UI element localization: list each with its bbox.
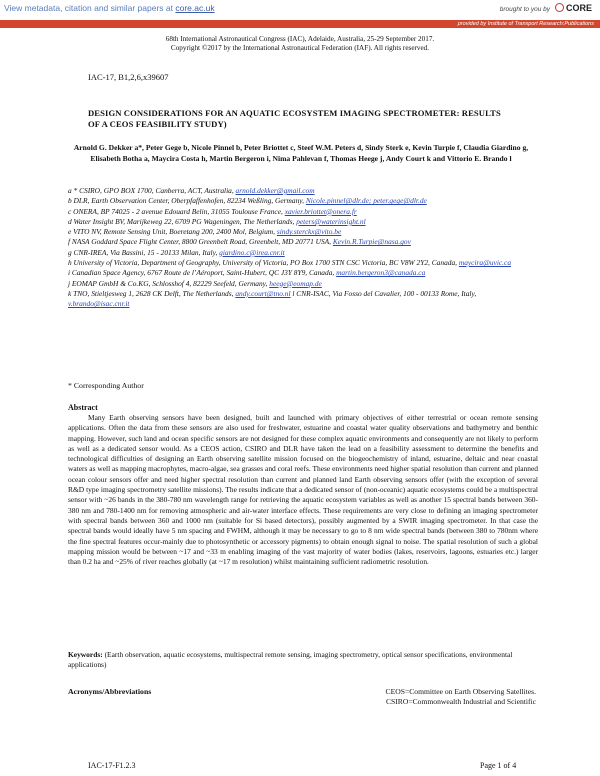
email-link[interactable]: Kevin.R.Turpie@nasa.gov xyxy=(332,237,411,247)
core-banner xyxy=(0,0,600,20)
affiliation: e VITO NV, Remote Sensing Unit, Boeretang 200, 2400 Mol, Belgium, sindy.sterckx@vito.be xyxy=(68,227,342,237)
affiliation: a * CSIRO, GPO BOX 1700, Canberra, ACT, Australia, arnold.dekker@gmail.com xyxy=(68,186,315,195)
paper-title: DESIGN CONSIDERATIONS FOR AN AQUATIC ECOSYSTEM IMAGING SPECTROMETER: RESULTS OF A CEOS FEASIBILITY STUDY) xyxy=(88,108,501,129)
brought-by-label: brought to you by xyxy=(499,6,550,13)
affiliation: c ONERA, BP 74025 - 2 avenue Edouard Belin, 31055 Toulouse France, xavier.briottet@onera.fr xyxy=(68,206,357,216)
acronyms-heading: Acronyms/Abbreviations xyxy=(68,687,152,696)
acronym-entry: CEOS=Committee on Earth Observing Satellites. xyxy=(385,687,536,696)
email-link[interactable]: maycira@uvic.ca xyxy=(458,258,512,268)
affiliations xyxy=(68,186,538,310)
page-number: Page 1 of 4 xyxy=(480,761,517,770)
acronym-entry: CSIRO=Commonwealth Industrial and Scientific xyxy=(385,697,536,707)
keywords-label: Keywords: xyxy=(68,650,103,659)
email-link[interactable]: martin.bergeron3@canada.ca xyxy=(336,268,426,278)
email-link[interactable]: Nicole.pinnel@dlr.de; peter.gege@dlr.de xyxy=(305,196,427,206)
core-icon xyxy=(555,3,564,12)
email-link[interactable]: giardino.c@irea.cnr.it xyxy=(219,247,285,257)
footer-paper-id: IAC-17-F1.2.3 xyxy=(88,761,136,770)
affiliation: k TNO, Stieltjesweg 1, 2628 CK Delft, The Netherlands, andy.court@tno.nl l CNR-ISAC, Via Fosso del Cavalier, 100 - 00133 Rome, Italy, v.brando@isac.cnr.it xyxy=(68,288,477,309)
affiliation: h University of Victoria, Department of Geography, University of Victoria, PO Box 1700 STN CSC Victoria, BC V8W 2Y2, Canada, maycira@uvic.ca xyxy=(68,258,512,268)
conference-line-2: Copyright ©2017 by the International Astronautical Federation (IAF). All rights reserved. xyxy=(170,44,430,52)
affiliation: f NASA Goddard Space Flight Center, 8800 Greenbelt Road, Greenbelt, MD 20771 USA, Kevin.R.Turpie@nasa.gov xyxy=(68,237,411,247)
view-metadata-link[interactable]: View metadata, citation and similar papers at core.ac.uk xyxy=(4,3,215,13)
email-link[interactable]: andy.court@tno.nl xyxy=(235,288,291,298)
provider-bar xyxy=(0,20,600,28)
affiliation: g CNR-IREA, Via Bassini, 15 - 20133 Milan, Italy, giardino.c@irea.cnr.it xyxy=(68,247,285,257)
keywords xyxy=(68,650,538,671)
keywords-text: (Earth observation, aquatic ecosystems, multispectral remote sensing, imaging spectrometry, optical sensor specifications, environmental applications) xyxy=(68,650,513,670)
affiliation: b DLR, Earth Observation Center, Oberpfaffenhofen, 82234 Weßling, Germany, Nicole.pinnel@dlr.de; peter.gege@dlr.de xyxy=(68,196,427,206)
email-link[interactable]: heege@eomap.de xyxy=(269,278,322,288)
affiliation: i Canadian Space Agency, 6767 Route de l’Aéroport, Saint-Hubert, QC J3Y 8Y9, Canada, martin.bergeron3@canada.ca xyxy=(68,268,426,278)
paper-id: IAC-17, B1,2,6,x39607 xyxy=(88,72,169,82)
provider-label[interactable]: provided by Institute of Transport Research:Publications xyxy=(457,21,594,27)
email-link[interactable]: v.brando@isac.cnr.it xyxy=(68,299,130,309)
email-link[interactable]: xavier.briottet@onera.fr xyxy=(284,206,357,216)
abstract-body: Many Earth observing sensors have been designed, built and launched with primary objectives of either terrestrial or ocean remote sensing applications. Often the data from these sensors are also used for freshwater, estuarine and coastal water quality observations and bathymetry and benthic mapping. However, such land and ocean specific sensors are not designed for these complex aquatic environments and consequently are not likely to perform as well as a dedicated sensor would. As a CEOS action, CSIRO and DLR have taken the lead on a feasibility assessment to determine the benefits and technological difficulties of designing an Earth observing satellite mission focused on the biogeochemistry of inland, estuarine, deltaic and near coastal waters as well as mapping macrophytes, macro-algae, sea grasses and coral reefs. These environments need higher spatial resolution than current and planned ocean colour sensors offer and need higher spectral resolution than current and planned land Earth observing sensors offer (with the exception of several R&D type imaging spectrometry satellite missions). The results indicate that a dedicated sensor of (non-oceanic) aquatic ecosystems could be a multispectral sensor with ~26 bands in the 380-780 nm wavelength range for retrieving the aquatic ecosystem variables as well as another 15 spectral bands between 360-380 nm and 780-1400 nm for removing atmospheric and air-water interface effects. These requirements are very close to defining an imaging spectrometer with spectral bands between 360 and 1000 nm (suitable for Si based detectors), possibly augmented by a SWIR imaging spectrometer. In that case the spectral bands would ideally have 5 nm spacing and FWHM, although it may be necessary to go to 8 nm wide spectral bands (between 380 to 780nm where the fine spectral features occur-mainly due to photosynthetic or accessory pigments) to obtain enough signal to noise. The spatial resolution of such a global mapping mission would be between ~17 and ~33 m enabling imaging of the vast majority of water bodies (lakes, reservoirs, lagoons, estuaries etc.) larger than 0.2 ha and ~25% of river reaches globally (at ~17 m resolution) whilst maintaining sufficient radiometric resolution. xyxy=(68,413,538,567)
affiliation: j EOMAP GmbH & Co.KG, Schlosshof 4, 82229 Seefeld, Germany, heege@eomap.de xyxy=(68,278,322,288)
conference-header xyxy=(0,35,600,53)
email-link[interactable]: peters@waterinsight.nl xyxy=(296,216,366,226)
acronyms-list xyxy=(300,687,536,708)
core-logo[interactable]: CORE xyxy=(555,3,592,13)
author-list: Arnold G. Dekker a*, Peter Gege b, Nicole Pinnel b, Peter Briottet c, Steef W.M. Peters d, Sindy Sterk e, Kevin Turpie f, Claudia Giardino g, Elisabeth Botha a, Maycira Costa h, Martin Bergeron i, Nima Pahlevan f, Thomas Heege j, Andy Court k and Vittorio E. Brando l xyxy=(73,143,529,163)
email-link[interactable]: arnold.dekker@gmail.com xyxy=(235,186,315,195)
affiliation: d Water Insight BV, Marijkeweg 22, 6709 PG Wageningen, The Netherlands, peters@waterinsight.nl xyxy=(68,216,366,226)
abstract-heading: Abstract xyxy=(68,403,98,412)
corresponding-author-note: * Corresponding Author xyxy=(68,381,144,390)
email-link[interactable]: sindy.sterckx@vito.be xyxy=(276,227,342,237)
conference-line-1: 68th International Astronautical Congress (IAC), Adelaide, Australia, 25-29 September 2017. xyxy=(165,35,435,43)
